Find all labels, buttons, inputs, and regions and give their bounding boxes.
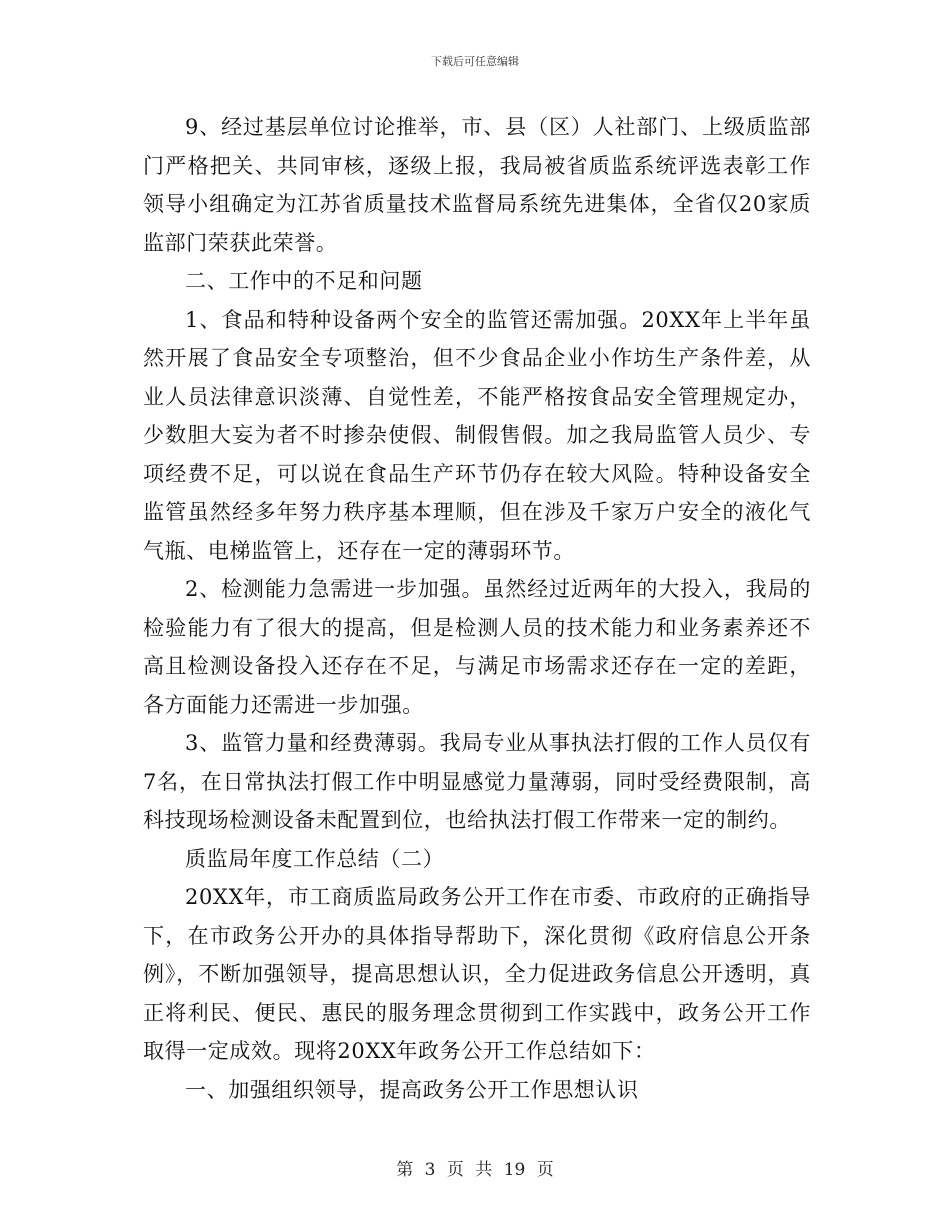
paragraph-intro: 20XX年，市工商质监局政务公开工作在市委、市政府的正确指导下，在市政务公开办的具体指导帮助下，深化贯彻《政府信息公开条例》，不断加强领导，提高思想认识，全力促进政务信息公开透明，真正将利民、便民、惠民的服务理念贯彻到工作实践中，政务公开工作取得一定成效。现将20XX年政务公开工作总结如下： [143, 885, 811, 1063]
page-footer: 第 3 页 共 19 页 [396, 1160, 554, 1180]
section-heading-shortcomings: 二、工作中的不足和问题 [185, 269, 423, 293]
section-heading-leadership: 一、加强组织领导，提高政务公开工作思想认识 [185, 1077, 639, 1102]
paragraph-issue-2: 2、检测能力急需进一步加强。虽然经过近两年的大投入，我局的检验能力有了很大的提高，但是检测人员的技术能力和业务素养还不高且检测设备投入还存在不足，与满足市场需求还存在一定的差距，各方面能力还需进一步加强。 [143, 577, 811, 717]
page-header: 下载后可任意编辑 [431, 55, 519, 68]
document-subtitle: 质监局年度工作总结（二） [185, 846, 445, 871]
paragraph-issue-1: 1、食品和特种设备两个安全的监管还需加强。20XX年上半年虽然开展了食品安全专项整治，但不少食品企业小作坊生产条件差，从业人员法律意识淡薄、自觉性差，不能严格按食品安全管理规定办，少数胆大妄为者不时掺杂使假、制假售假。加之我局监管人员少、专项经费不足，可以说在食品生产环节仍存在较大风险。特种设备安全监管虽然经多年努力秩序基本理顺，但在涉及千家万户安全的液化气气瓶、电梯监管上，还存在一定的薄弱环节。 [143, 307, 811, 563]
document-body [143, 108, 811, 1109]
paragraph-issue-3: 3、监管力量和经费薄弱。我局专业从事执法打假的工作人员仅有7名，在日常执法打假工作中明显感觉力量薄弱，同时受经费限制，高科技现场检测设备未配置到位，也给执法打假工作带来一定的制约。 [143, 731, 811, 832]
paragraph-item-9: 9、经过基层单位讨论推举，市、县（区）人社部门、上级质监部门严格把关、共同审核，逐级上报，我局被省质监系统评选表彰工作领导小组确定为江苏省质量技术监督局系统先进集体，全省仅20家质监部门荣获此荣誉。 [143, 115, 811, 255]
